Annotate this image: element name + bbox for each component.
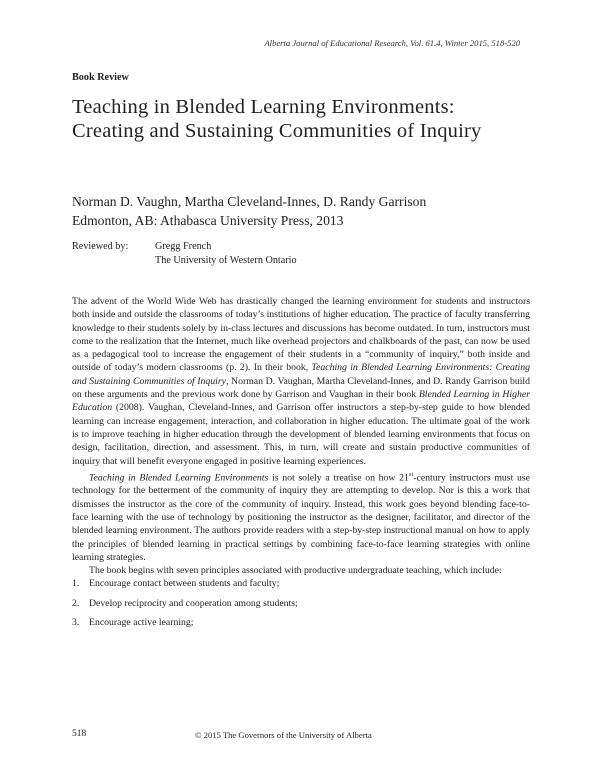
copyright-notice: © 2015 The Governors of the University of Alberta bbox=[195, 730, 372, 740]
paragraph-text: The advent of the World Wide Web has drastically changed the learning environment for students and instructors both inside and outside the classrooms of today’s institutions of higher education. The practice of faculty transferring knowledge to their students solely by in-class lectures and discussions has become outdated. In turn, instructors must come to the realization that the Internet, much like overhead projectors and chalkboards of the past, can now be used as a pedagogical tool to increase the engagement of their students in a “community of inquiry,” both inside and outside of today’s modern classrooms (p. 2). In their book, bbox=[72, 296, 530, 374]
list-text: Encourage contact between students and faculty; bbox=[89, 578, 280, 590]
review-body bbox=[72, 295, 530, 635]
page-number: 518 bbox=[72, 729, 87, 739]
publisher-line: Edmonton, AB: Athabasca University Press, 2013 bbox=[72, 213, 344, 228]
paragraph-text: (2008). Vaughan, Cleveland-Innes, and Garrison offer instructors a step-by-step guide to how blended learning can increase engagement, interaction, and collaboration in higher education. The ultimate goal of the work is to improve teaching in higher education through the development of blended learning environments that focus on design, facilitation, direction, and assessment. This, in turn, will create and sustain productive communities of inquiry that will benefit everyone engaged in positive learning experiences. bbox=[72, 402, 530, 467]
list-item bbox=[72, 577, 530, 590]
book-title-italic: Teaching in Blended Learning Environments bbox=[89, 472, 269, 484]
reviewer-name: Gregg French bbox=[155, 241, 212, 252]
section-label: Book Review bbox=[72, 72, 129, 83]
list-item bbox=[72, 597, 530, 610]
reviewer-label: Reviewed by: bbox=[72, 241, 129, 252]
principles-list bbox=[72, 577, 530, 629]
book-title-italic: Blended Learning in Higher Education bbox=[72, 389, 530, 414]
list-number: 2. bbox=[72, 597, 80, 609]
list-item bbox=[72, 616, 530, 629]
list-number: 1. bbox=[72, 578, 80, 590]
paragraph-text: -century instructors must use technology for the betterment of the community of inquiry they are attempting to develop. Nor is this a work that dismisses the instructor as the core of the community of inquiry. Instead, this work goes beyond blending face-to-face learning with the use of technology by positioning the instructor as the designer, facilitator, and director of the blended learning environment. The authors provide readers with a step-by-step instructional manual on how to apply the principles of blended learning in practical settings by combining face-to-face learning strategies with online learning strategies. bbox=[72, 472, 530, 563]
list-text: Develop reciprocity and cooperation among students; bbox=[89, 597, 298, 609]
paragraph-2 bbox=[72, 468, 530, 564]
list-text: Encourage active learning; bbox=[89, 617, 194, 629]
paragraph-3: The book begins with seven principles associated with productive undergraduate teaching, which include: bbox=[89, 565, 502, 577]
authors-line: Norman D. Vaughn, Martha Cleveland-Innes, D. Randy Garrison bbox=[72, 194, 427, 209]
book-details bbox=[72, 192, 542, 230]
journal-citation: Alberta Journal of Educational Research, Vol. 61.4, Winter 2015, 518-520 bbox=[264, 38, 520, 48]
paragraph-1 bbox=[72, 295, 530, 468]
book-title-italic: Teaching in Blended Learning Environments: Creating and Sustaining Communities of Inquiry bbox=[72, 362, 530, 387]
paragraph-text: , Norman D. Vaughan, Martha Cleveland-Innes, and D. Randy Garrison build on these arguments and the previous work done by Garrison and Vaughan in their book bbox=[72, 375, 530, 401]
paragraph-text: is not solely a treatise on how 21 bbox=[268, 472, 409, 484]
superscript: st bbox=[408, 470, 414, 478]
reviewer-institution: The University of Western Ontario bbox=[155, 255, 297, 266]
book-title: Teaching in Blended Learning Environments: Creating and Sustaining Communities of Inquiry bbox=[72, 96, 482, 142]
list-number: 3. bbox=[72, 617, 80, 629]
